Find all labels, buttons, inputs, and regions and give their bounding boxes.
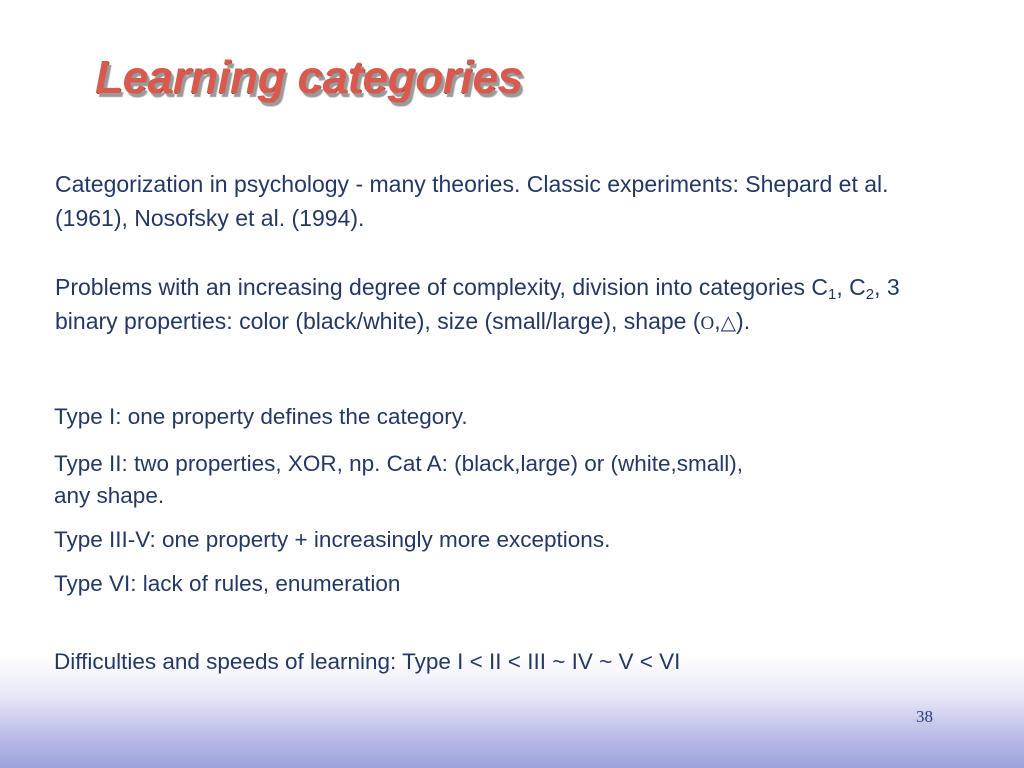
problems-paragraph: [55, 270, 955, 341]
intro-paragraph: Categorization in psychology - many theories. Classic experiments: Shepard et al. (1961), Nosofsky et al. (1994).: [55, 171, 889, 231]
problems-text-part3: , 3 binary properties: color (black/white), size (small/large), shape (: [55, 274, 900, 334]
subscript-2: 2: [865, 286, 875, 303]
type-1-line: Type I: one property defines the category.: [54, 404, 468, 429]
symbol-comma: ,: [714, 308, 721, 334]
circle-shape-icon: O: [700, 313, 715, 334]
slide-title: Learning categories: [95, 51, 523, 103]
problems-text-part4: ).: [736, 308, 751, 334]
type-3-5-line: Type III-V: one property + increasingly more exceptions.: [54, 527, 611, 552]
problems-text-part1: Problems with an increasing degree of complexity, division into categories C: [55, 274, 829, 300]
type-2-line-continuation: any shape.: [54, 483, 165, 508]
difficulties-line: Difficulties and speeds of learning: Type I < II < III ~ IV ~ V < VI: [54, 649, 681, 674]
problems-text-part2: , C: [836, 274, 866, 300]
page-number: 38: [916, 707, 933, 726]
subscript-1: 1: [828, 286, 837, 303]
type-6-line: Type VI: lack of rules, enumeration: [54, 571, 401, 596]
triangle-shape-icon: △: [720, 312, 737, 334]
type-2-line: Type II: two properties, XOR, np. Cat A: (black,large) or (white,small),: [54, 451, 743, 476]
